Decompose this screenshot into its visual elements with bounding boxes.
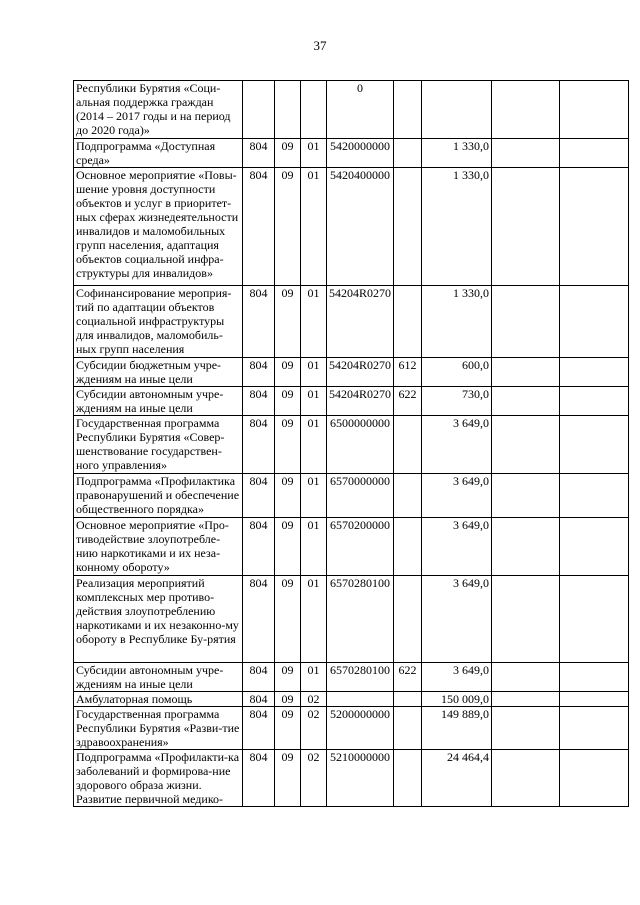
- cell-grbs: 804: [243, 416, 275, 474]
- cell-expense-type: [394, 168, 422, 286]
- cell-empty: [560, 576, 629, 663]
- cell-subsection: 02: [301, 750, 327, 807]
- cell-grbs: 804: [243, 387, 275, 416]
- table-row: [74, 168, 629, 286]
- cell-section: 09: [275, 168, 301, 286]
- cell-amount: 1 330,0: [422, 139, 492, 168]
- cell-expense-type: [394, 474, 422, 518]
- cell-name: Амбулаторная помощь: [74, 692, 243, 707]
- cell-empty: [492, 168, 560, 286]
- cell-subsection: 02: [301, 692, 327, 707]
- cell-section: 09: [275, 416, 301, 474]
- cell-section: 09: [275, 750, 301, 807]
- cell-target-article: 6570200000: [327, 518, 394, 576]
- cell-empty: [492, 707, 560, 750]
- cell-target-article: 0: [327, 81, 394, 139]
- cell-grbs: 804: [243, 707, 275, 750]
- cell-subsection: 01: [301, 576, 327, 663]
- cell-empty: [492, 663, 560, 692]
- table-row: [74, 750, 629, 807]
- cell-target-article: [327, 692, 394, 707]
- cell-empty: [560, 750, 629, 807]
- cell-subsection: 01: [301, 139, 327, 168]
- cell-grbs: 804: [243, 663, 275, 692]
- table-row: [74, 692, 629, 707]
- cell-target-article: 6500000000: [327, 416, 394, 474]
- table-row: [74, 416, 629, 474]
- cell-name: Республики Бурятия «Соци-альная поддержка граждан (2014 – 2017 годы и на период до 2020 года)»: [74, 81, 243, 139]
- cell-subsection: 01: [301, 358, 327, 387]
- cell-target-article: 54204R0270: [327, 286, 394, 358]
- table-row: [74, 139, 629, 168]
- cell-grbs: 804: [243, 286, 275, 358]
- cell-name: Государственная программа Республики Бурятия «Разви-тие здравоохранения»: [74, 707, 243, 750]
- cell-name: Основное мероприятие «Про-тиводействие злоупотребле-нию наркотиками и их неза-конному обороту»: [74, 518, 243, 576]
- cell-section: 09: [275, 663, 301, 692]
- cell-empty: [492, 518, 560, 576]
- cell-subsection: 01: [301, 168, 327, 286]
- cell-grbs: [243, 81, 275, 139]
- cell-empty: [492, 416, 560, 474]
- table-row: [74, 663, 629, 692]
- cell-name: Субсидии автономным учре-ждениям на иные цели: [74, 387, 243, 416]
- cell-amount: 150 009,0: [422, 692, 492, 707]
- cell-amount: 149 889,0: [422, 707, 492, 750]
- cell-section: 09: [275, 358, 301, 387]
- cell-expense-type: 622: [394, 663, 422, 692]
- cell-section: 09: [275, 692, 301, 707]
- cell-subsection: 02: [301, 707, 327, 750]
- cell-expense-type: 622: [394, 387, 422, 416]
- cell-target-article: 5420000000: [327, 139, 394, 168]
- cell-name: Подпрограмма «Профилактика правонарушений и обеспечение общественного порядка»: [74, 474, 243, 518]
- cell-subsection: 01: [301, 416, 327, 474]
- cell-empty: [560, 81, 629, 139]
- table-row: [74, 286, 629, 358]
- cell-grbs: 804: [243, 168, 275, 286]
- cell-target-article: 54204R0270: [327, 387, 394, 416]
- cell-expense-type: [394, 576, 422, 663]
- cell-expense-type: [394, 139, 422, 168]
- cell-target-article: 5210000000: [327, 750, 394, 807]
- table-row: [74, 707, 629, 750]
- table-row: [74, 474, 629, 518]
- cell-section: 09: [275, 707, 301, 750]
- cell-amount: 730,0: [422, 387, 492, 416]
- table-row: [74, 387, 629, 416]
- cell-empty: [560, 168, 629, 286]
- cell-empty: [492, 474, 560, 518]
- cell-subsection: 01: [301, 518, 327, 576]
- cell-empty: [492, 286, 560, 358]
- cell-target-article: 6570000000: [327, 474, 394, 518]
- cell-empty: [560, 139, 629, 168]
- cell-target-article: 6570280100: [327, 576, 394, 663]
- cell-empty: [492, 576, 560, 663]
- cell-expense-type: 612: [394, 358, 422, 387]
- cell-subsection: [301, 81, 327, 139]
- cell-amount: 3 649,0: [422, 474, 492, 518]
- cell-grbs: 804: [243, 576, 275, 663]
- cell-expense-type: [394, 692, 422, 707]
- table-row: [74, 358, 629, 387]
- cell-subsection: 01: [301, 474, 327, 518]
- cell-amount: 1 330,0: [422, 286, 492, 358]
- cell-expense-type: [394, 81, 422, 139]
- cell-expense-type: [394, 286, 422, 358]
- cell-target-article: 6570280100: [327, 663, 394, 692]
- cell-subsection: 01: [301, 663, 327, 692]
- cell-grbs: 804: [243, 518, 275, 576]
- cell-expense-type: [394, 750, 422, 807]
- cell-empty: [560, 358, 629, 387]
- cell-target-article: 54204R0270: [327, 358, 394, 387]
- cell-section: 09: [275, 286, 301, 358]
- table-row: [74, 576, 629, 663]
- cell-amount: 3 649,0: [422, 663, 492, 692]
- cell-grbs: 804: [243, 692, 275, 707]
- budget-table: [73, 80, 629, 807]
- cell-name: Основное мероприятие «Повы-шение уровня доступности объектов и услуг в приоритет-ных сферах жизнедеятельности инвалидов и маломобильных групп населения, адаптация объектов социальной инфра-структуры для инвалидов»: [74, 168, 243, 286]
- cell-empty: [560, 387, 629, 416]
- cell-section: 09: [275, 474, 301, 518]
- cell-amount: 3 649,0: [422, 576, 492, 663]
- cell-grbs: 804: [243, 750, 275, 807]
- page-number: 37: [313, 38, 327, 53]
- cell-name: Софинансирование мероприя-тий по адаптации объектов социальной инфраструктуры для инвалидов, маломобиль-ных групп населения: [74, 286, 243, 358]
- cell-section: 09: [275, 576, 301, 663]
- cell-subsection: 01: [301, 387, 327, 416]
- cell-expense-type: [394, 518, 422, 576]
- cell-empty: [492, 387, 560, 416]
- cell-name: Субсидии автономным учре-ждениям на иные цели: [74, 663, 243, 692]
- cell-name: Реализация мероприятий комплексных мер противо-действия злоупотреблению наркотиками и их незаконно-му обороту в Республике Бу-рятия: [74, 576, 243, 663]
- cell-name: Государственная программа Республики Бурятия «Совер-шенствование государствен-ного управления»: [74, 416, 243, 474]
- cell-target-article: 5420400000: [327, 168, 394, 286]
- cell-empty: [560, 518, 629, 576]
- cell-amount: 600,0: [422, 358, 492, 387]
- cell-empty: [492, 692, 560, 707]
- cell-empty: [560, 707, 629, 750]
- cell-empty: [560, 663, 629, 692]
- cell-empty: [492, 81, 560, 139]
- cell-section: 09: [275, 387, 301, 416]
- cell-amount: [422, 81, 492, 139]
- cell-empty: [492, 139, 560, 168]
- cell-name: Субсидии бюджетным учре-ждениям на иные цели: [74, 358, 243, 387]
- cell-expense-type: [394, 707, 422, 750]
- cell-empty: [560, 416, 629, 474]
- cell-empty: [492, 358, 560, 387]
- cell-section: [275, 81, 301, 139]
- cell-section: 09: [275, 518, 301, 576]
- table-row: [74, 81, 629, 139]
- cell-empty: [492, 750, 560, 807]
- cell-empty: [560, 286, 629, 358]
- cell-grbs: 804: [243, 139, 275, 168]
- cell-name: Подпрограмма «Профилакти-ка заболеваний и формирова-ние здорового образа жизни. Развитие первичной медико-: [74, 750, 243, 807]
- cell-amount: 3 649,0: [422, 416, 492, 474]
- cell-subsection: 01: [301, 286, 327, 358]
- cell-amount: 3 649,0: [422, 518, 492, 576]
- table-row: [74, 518, 629, 576]
- cell-grbs: 804: [243, 358, 275, 387]
- cell-grbs: 804: [243, 474, 275, 518]
- cell-target-article: 5200000000: [327, 707, 394, 750]
- cell-name: Подпрограмма «Доступная среда»: [74, 139, 243, 168]
- cell-section: 09: [275, 139, 301, 168]
- cell-amount: 1 330,0: [422, 168, 492, 286]
- cell-amount: 24 464,4: [422, 750, 492, 807]
- cell-expense-type: [394, 416, 422, 474]
- cell-empty: [560, 692, 629, 707]
- cell-empty: [560, 474, 629, 518]
